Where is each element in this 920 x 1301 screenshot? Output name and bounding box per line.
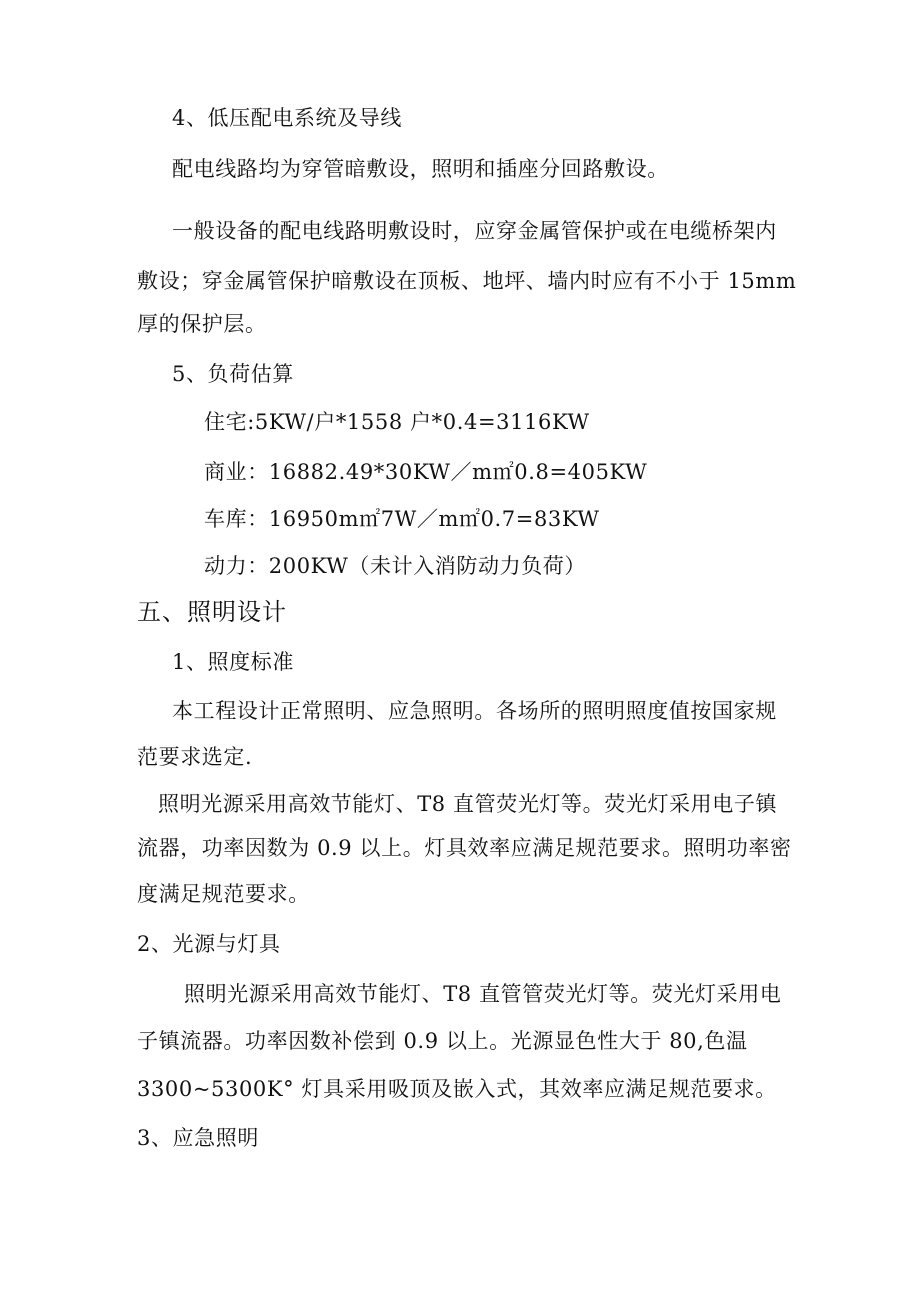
sub1-paragraph-1-line-1: 本工程设计正常照明、应急照明。各场所的照明照度值按国家规: [172, 699, 777, 723]
sub2-heading: 2、光源与灯具: [137, 932, 281, 956]
section4-paragraph-1: 配电线路均为穿管暗敷设，照明和插座分回路敷设。: [172, 157, 669, 181]
sub2-paragraph-1-line-1: 照明光源采用高效节能灯、T8 直管管荧光灯等。荧光灯采用电: [184, 982, 782, 1006]
sub2-paragraph-1-line-3: 3300~5300K° 灯具采用吸顶及嵌入式，其效率应满足规范要求。: [137, 1077, 777, 1101]
sub2-paragraph-1-line-2: 子镇流器。功率因数补偿到 0.9 以上。光源显色性大于 80,色温: [137, 1029, 748, 1053]
section4-paragraph-2-line-2: 敷设；穿金属管保护暗敷设在顶板、地坪、墙内时应有不小于 15mm: [137, 269, 797, 293]
chapter5-title: 五、照明设计: [137, 598, 287, 626]
section4-paragraph-2-line-3: 厚的保护层。: [137, 312, 267, 336]
sub1-paragraph-2-line-1: 照明光源采用高效节能灯、T8 直管荧光灯等。荧光灯采用电子镇: [158, 792, 778, 816]
section4-heading: 4、低压配电系统及导线: [172, 106, 402, 130]
section5-heading: 5、负荷估算: [172, 362, 294, 386]
sub1-heading: 1、照度标准: [172, 650, 294, 674]
sub1-paragraph-1-line-2: 范要求选定.: [137, 745, 253, 769]
sub1-paragraph-2-line-3: 度满足规范要求。: [137, 882, 310, 906]
section4-paragraph-2-line-1: 一般设备的配电线路明敷设时，应穿金属管保护或在电缆桥架内: [172, 219, 777, 243]
sub3-heading: 3、应急照明: [137, 1126, 259, 1150]
load-garage: 车库：16950m㎡7W／m㎡0.7=83KW: [204, 507, 600, 531]
load-residential: 住宅:5KW/户*1558 户*0.4=3116KW: [204, 410, 590, 434]
load-power: 动力：200KW（未计入消防动力负荷）: [204, 554, 587, 578]
sub1-paragraph-2-line-2: 流器，功率因数为 0.9 以上。灯具效率应满足规范要求。照明功率密: [137, 836, 792, 860]
load-commercial: 商业：16882.49*30KW／m㎡0.8=405KW: [204, 460, 648, 484]
